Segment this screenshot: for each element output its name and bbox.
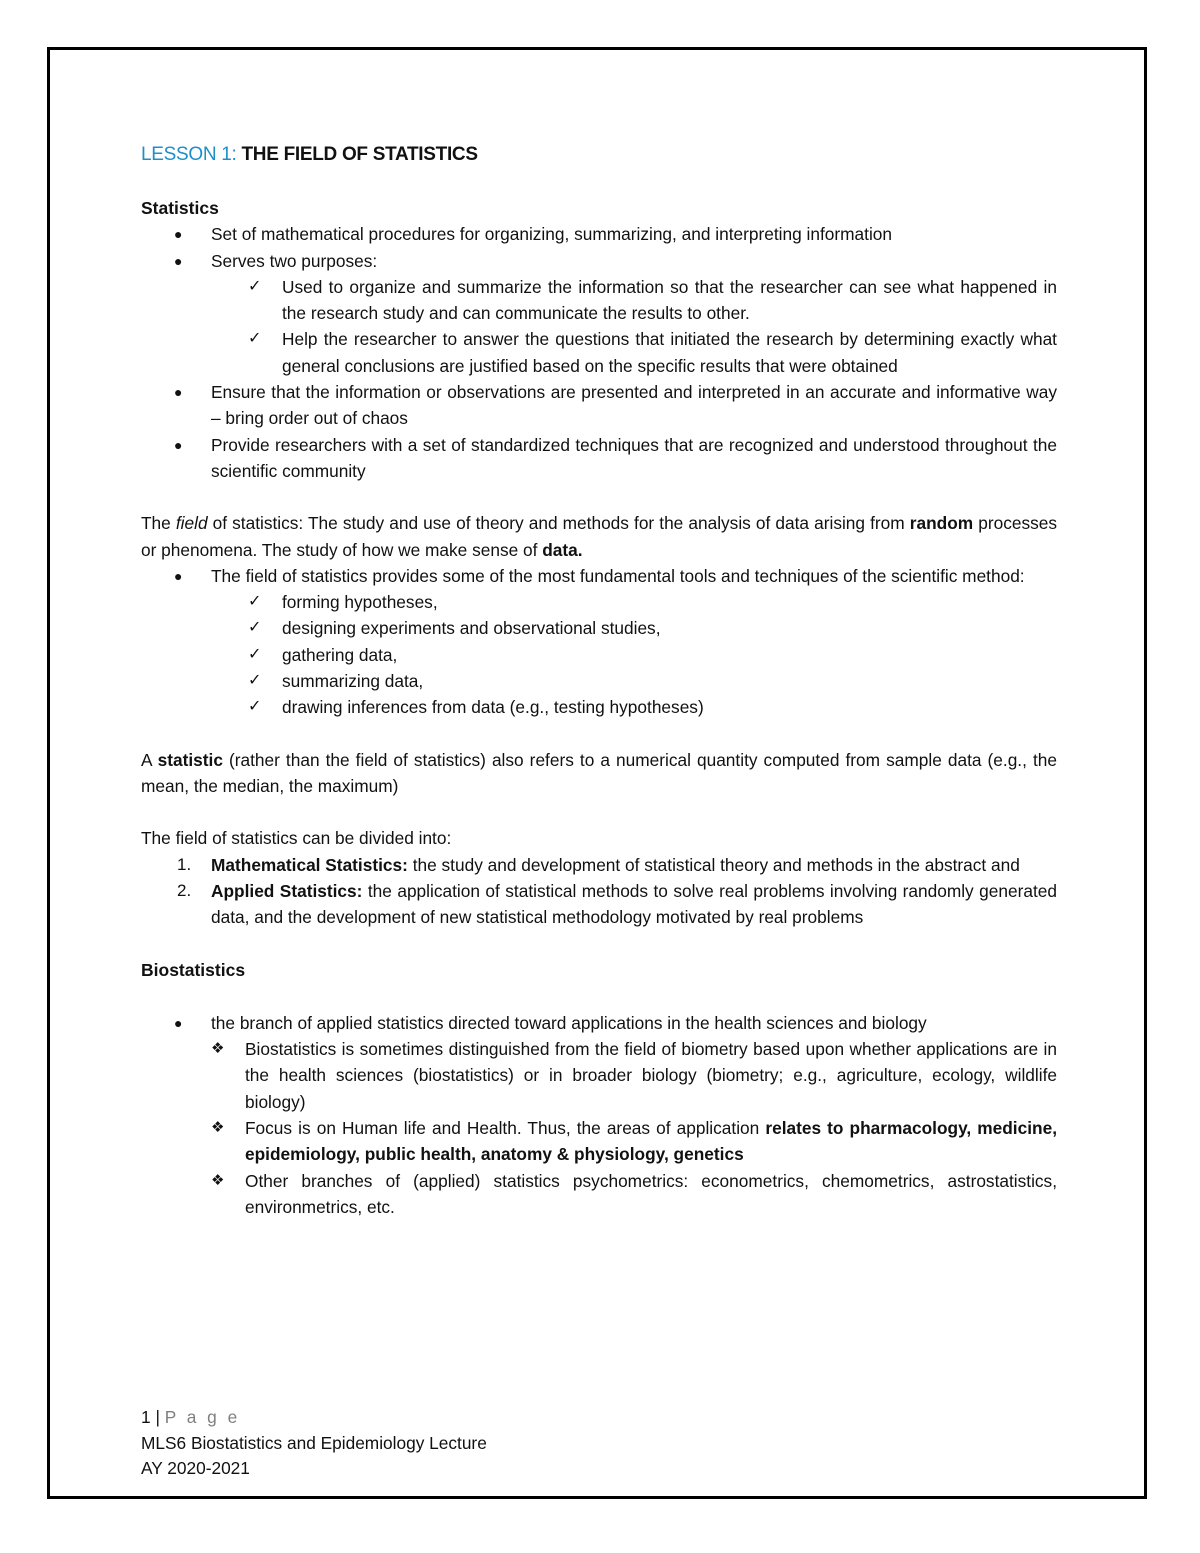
checkmark-icon: ✓ — [248, 645, 262, 663]
checkmark-icon: ✓ — [248, 593, 262, 611]
bullet-icon: ● — [174, 436, 183, 453]
list-item: ● Ensure that the information or observations are presented and interpreted in an accurate and informative way – bring order out of chaos — [141, 379, 1057, 432]
list-item: ❖ Biostatistics is sometimes distinguished from the field of biometry based upon whether applications are in the health sciences (biostatistics) or in broader biology (biometry; e.g., agriculture, ecology, wildlife biology) — [141, 1036, 1057, 1115]
list-item: ● Serves two purposes: — [141, 248, 1057, 274]
list-item: ✓ summarizing data, — [141, 668, 1057, 694]
list-item: ❖ Other branches of (applied) statistics psychometrics: econometrics, chemometrics, astrostatistics, environmetrics, etc. — [141, 1168, 1057, 1221]
course-name: MLS6 Biostatistics and Epidemiology Lecture — [141, 1432, 487, 1453]
checkmark-icon: ✓ — [248, 619, 262, 637]
list-item: ✓ Used to organize and summarize the information so that the researcher can see what happened in the research study and can communicate the results to other. — [141, 274, 1057, 327]
bullet-icon: ● — [174, 226, 183, 243]
checkmark-icon: ✓ — [248, 672, 262, 690]
list-item: ❖ Focus is on Human life and Health. Thus, the areas of application relates to pharmacology, medicine, epidemiology, public health, anatomy & physiology, genetics — [141, 1115, 1057, 1168]
field-list — [141, 563, 1057, 721]
lesson-label: LESSON 1: — [141, 144, 237, 165]
list-item: ● the branch of applied statistics directed toward applications in the health sciences and biology — [141, 1010, 1057, 1036]
statistics-heading: Statistics — [141, 198, 219, 218]
list-item: ✓ designing experiments and observational studies, — [141, 615, 1057, 641]
bullet-icon: ● — [174, 567, 183, 584]
list-item: ✓ Help the researcher to answer the questions that initiated the research by determining exactly what general conclusions are justified based on the specific results that were obtained — [141, 326, 1057, 379]
bullet-icon: ● — [174, 252, 183, 269]
biostatistics-list — [141, 1010, 1057, 1220]
bullet-icon: ● — [174, 1014, 183, 1031]
diamond-icon: ❖ — [211, 1118, 225, 1136]
checkmark-icon: ✓ — [248, 277, 262, 295]
document-body — [141, 142, 1057, 1220]
divided-list — [141, 852, 1057, 931]
field-paragraph: The field of statistics: The study and use of theory and methods for the analysis of data arising from random processes or phenomena. The study of how we make sense of data. — [141, 513, 1057, 560]
academic-year: AY 2020-2021 — [141, 1458, 250, 1479]
divided-intro: The field of statistics can be divided into: — [141, 828, 452, 849]
page-number: 1 | P a g e — [141, 1407, 241, 1427]
diamond-icon: ❖ — [211, 1171, 225, 1189]
page-footer — [141, 1405, 487, 1482]
list-item: ✓ forming hypotheses, — [141, 589, 1057, 615]
list-item: 2. Applied Statistics: the application of statistical methods to solve real problems involving randomly generated data, and the development of new statistical methodology motivated by real problems — [141, 878, 1057, 931]
diamond-icon: ❖ — [211, 1040, 225, 1058]
list-item: 1. Mathematical Statistics: the study and development of statistical theory and methods in the abstract and — [141, 852, 1057, 878]
list-number: 1. — [177, 854, 192, 874]
statistic-paragraph: A statistic (rather than the field of statistics) also refers to a numerical quantity computed from sample data (e.g., the mean, the median, the maximum) — [141, 749, 1057, 796]
lesson-title-text: THE FIELD OF STATISTICS — [241, 144, 478, 165]
checkmark-icon: ✓ — [248, 330, 262, 348]
biostatistics-heading: Biostatistics — [141, 960, 246, 981]
bullet-icon: ● — [174, 384, 183, 401]
list-number: 2. — [177, 880, 192, 900]
lesson-title — [141, 142, 1057, 168]
checkmark-icon: ✓ — [248, 698, 262, 716]
list-item: ✓ gathering data, — [141, 642, 1057, 668]
list-item: ✓ drawing inferences from data (e.g., testing hypotheses) — [141, 694, 1057, 720]
list-item: ● Provide researchers with a set of standardized techniques that are recognized and understood throughout the scientific community — [141, 432, 1057, 485]
list-item: ● The field of statistics provides some of the most fundamental tools and techniques of the scientific method: — [141, 563, 1057, 589]
statistics-list — [141, 221, 1057, 484]
list-item: ● Set of mathematical procedures for organizing, summarizing, and interpreting information — [141, 221, 1057, 247]
